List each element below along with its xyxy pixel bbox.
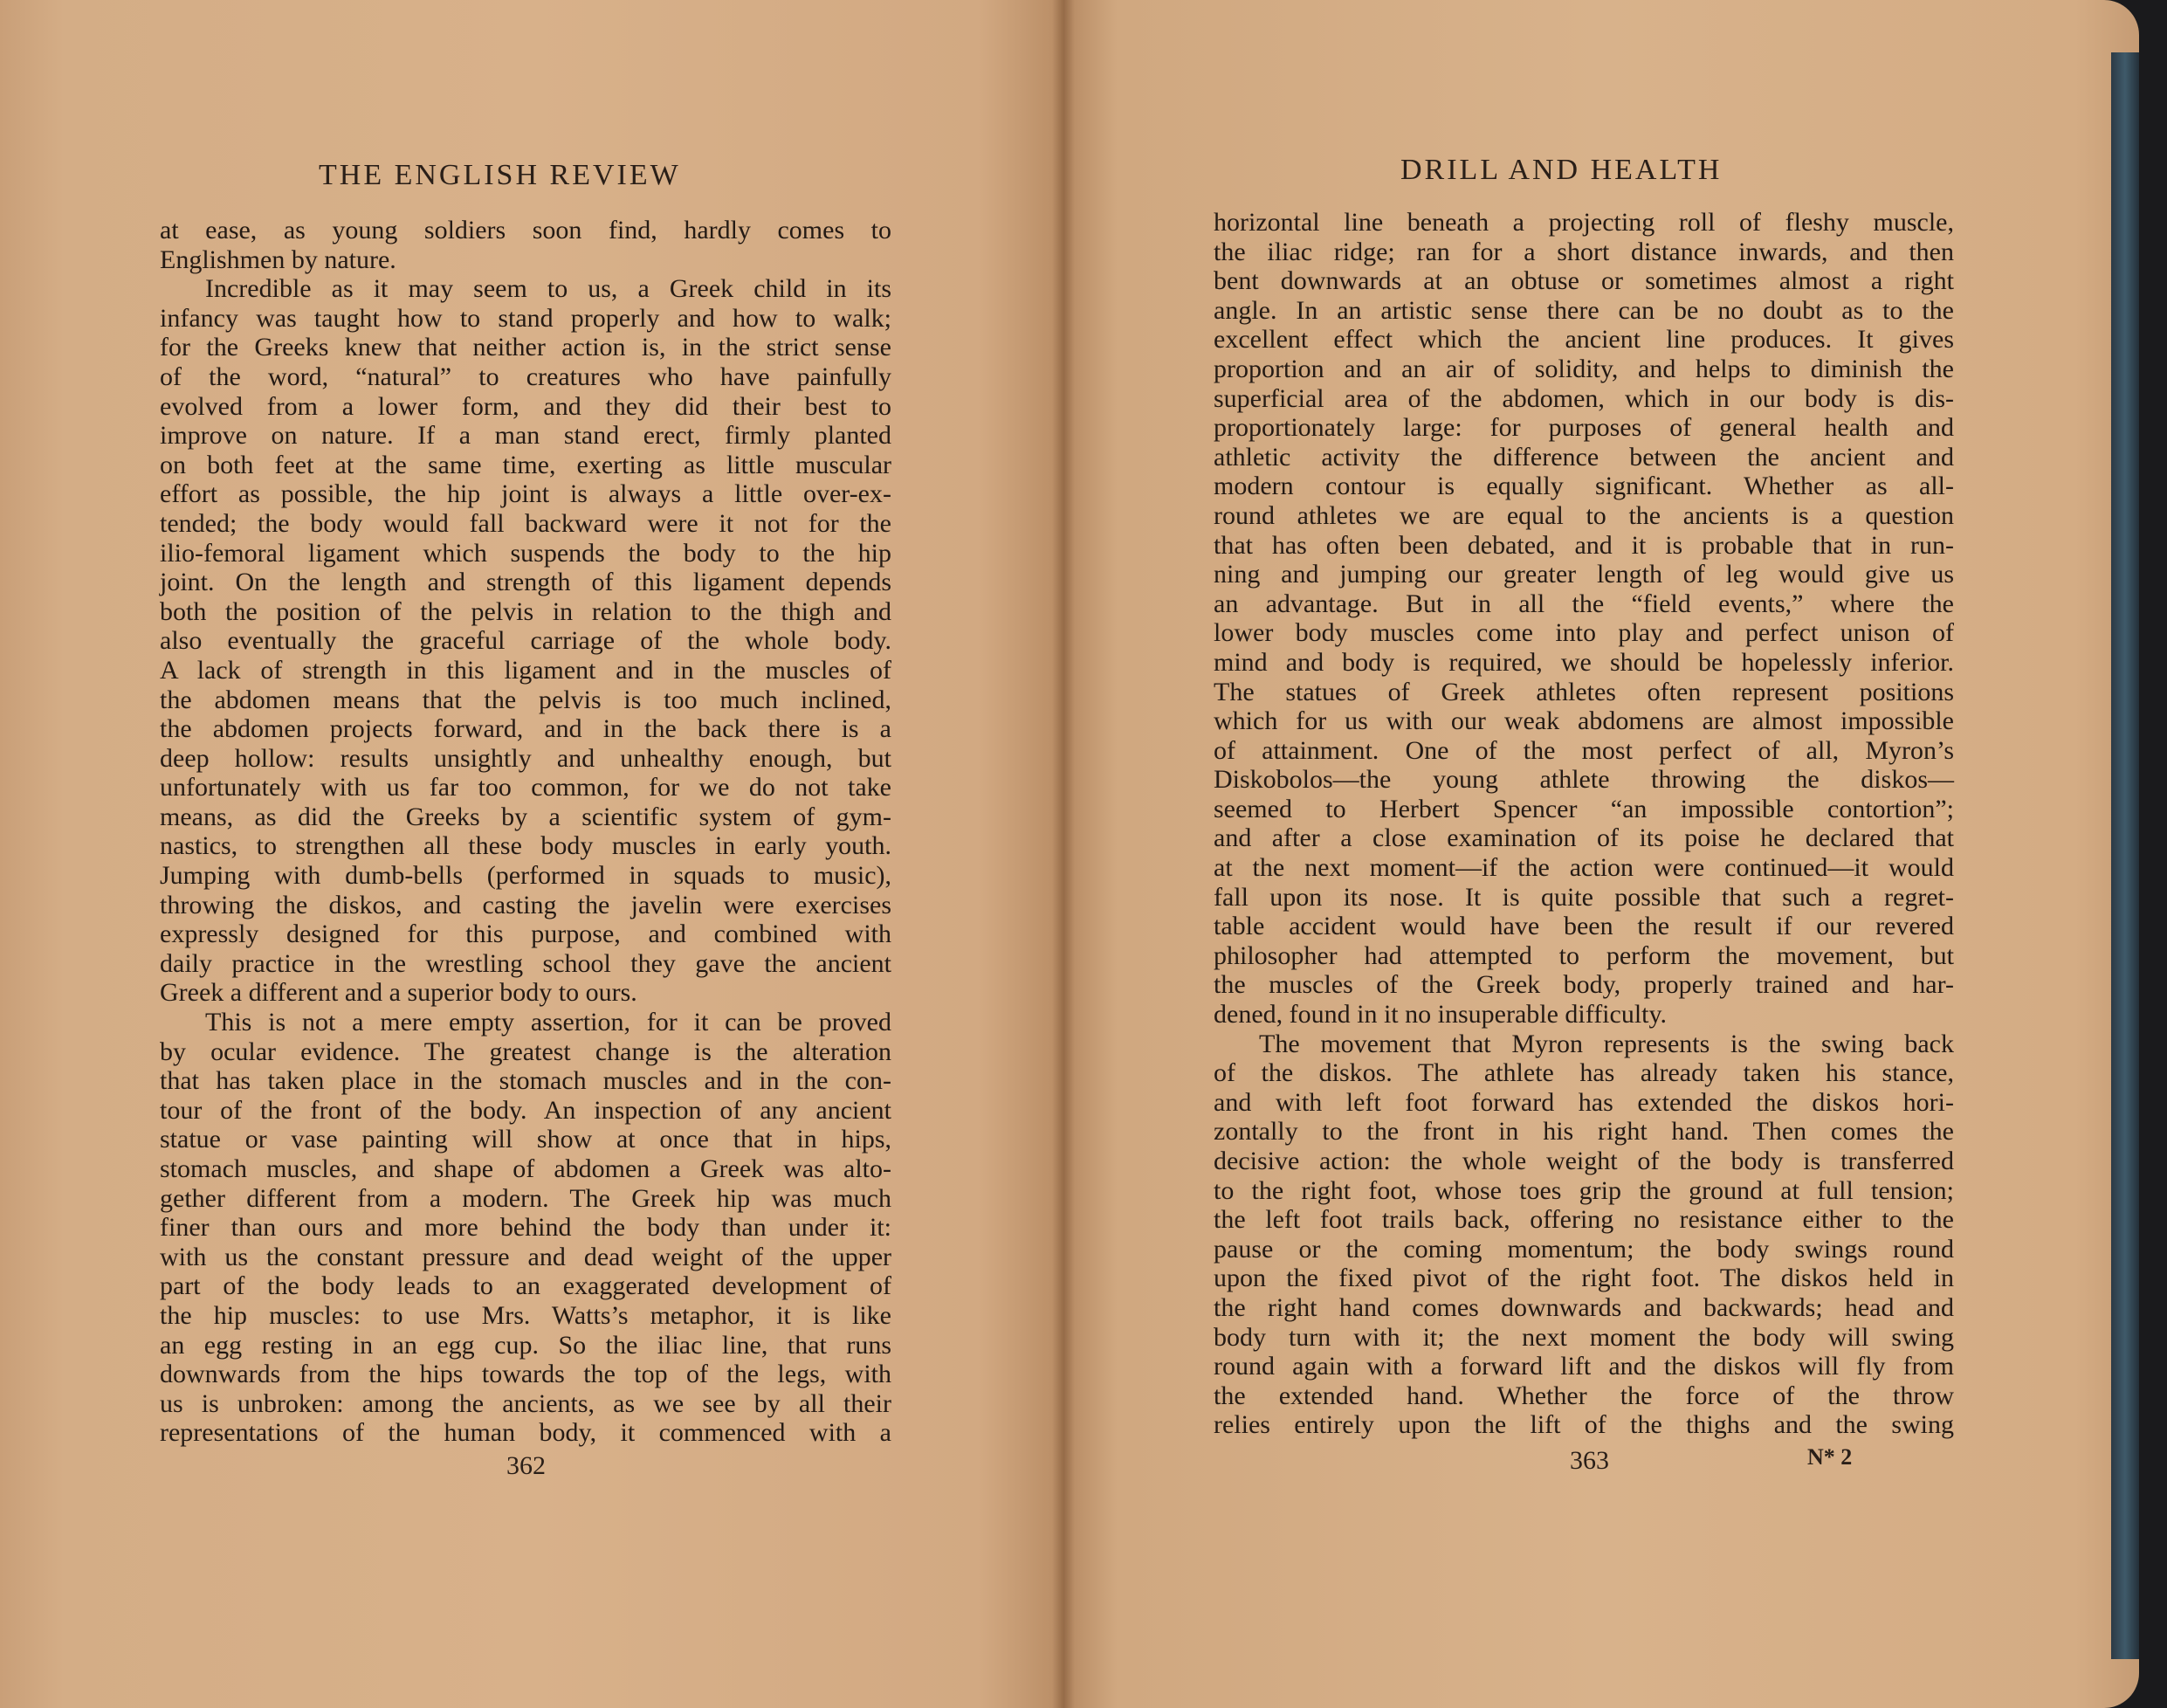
- text-line: proportion and an air of solidity, and helps to diminish the: [1214, 354, 1954, 383]
- text-line: table accident would have been the result if our revered: [1214, 912, 1954, 941]
- text-line: daily practice in the wrestling school they gave the ancient: [160, 948, 891, 978]
- book-gutter: [1052, 0, 1075, 1708]
- text-line: at ease, as young soldiers soon find, hardly comes to: [160, 216, 891, 244]
- text-line: decisive action: the whole weight of the body is transferred: [1214, 1147, 1954, 1175]
- signature-mark: N* 2: [1807, 1444, 1853, 1470]
- text-line: joint. On the length and strength of this ligament depends: [160, 568, 891, 597]
- text-line: effort as possible, the hip joint is always a little over-ex-: [160, 479, 891, 509]
- text-line: improve on nature. If a man stand erect, firmly planted: [160, 421, 891, 451]
- text-line: round athletes we are equal to the ancients is a question: [1214, 500, 1954, 530]
- text-line: modern contour is equally significant. Whether as all-: [1214, 472, 1954, 501]
- text-line: of the word, “natural” to creatures who have painfully: [160, 362, 891, 391]
- text-line: downwards from the hips towards the top of the legs, with: [160, 1360, 891, 1389]
- text-line: deep hollow: results unsightly and unhealthy enough, but: [160, 743, 891, 773]
- text-line: finer than ours and more behind the body than under it:: [160, 1213, 891, 1243]
- text-line: at the next moment—if the action were continued—it would: [1214, 853, 1954, 883]
- text-line: with us the constant pressure and dead weight of the upper: [160, 1242, 891, 1271]
- text-line: an advantage. But in all the “field events,” where the: [1214, 589, 1954, 618]
- text-line: fall upon its nose. It is quite possible that such a regret-: [1214, 882, 1954, 912]
- text-line: pause or the coming momentum; the body swings round: [1214, 1234, 1954, 1264]
- text-line: evolved from a lower form, and they did their best to: [160, 391, 891, 421]
- text-line: that has taken place in the stomach muscles and in the con-: [160, 1066, 891, 1096]
- text-line: Incredible as it may seem to us, a Greek child in its: [205, 274, 891, 304]
- text-line: round again with a forward lift and the diskos will fly from: [1214, 1352, 1954, 1381]
- text-line: philosopher had attempted to perform the movement, but: [1214, 940, 1954, 970]
- left-page: [0, 0, 1063, 1708]
- text-line: superficial area of the abdomen, which in our body is dis-: [1214, 383, 1954, 413]
- text-line: the muscles of the Greek body, properly trained and har-: [1214, 970, 1954, 1000]
- text-line: mind and body is required, we should be hopelessly inferior.: [1214, 647, 1954, 677]
- text-line: both the position of the pelvis in relation to the thigh and: [160, 596, 891, 626]
- text-line: A lack of strength in this ligament and in the muscles of: [160, 655, 891, 685]
- text-line: representations of the human body, it commenced with a: [160, 1418, 891, 1448]
- text-line: angle. In an artistic sense there can be no doubt as to the: [1214, 295, 1954, 325]
- text-line: relies entirely upon the lift of the thighs and the swing: [1214, 1410, 1954, 1440]
- text-line: Englishmen by nature.: [160, 244, 396, 274]
- text-line: infancy was taught how to stand properly and how to walk;: [160, 303, 891, 333]
- text-line: the iliac ridge; ran for a short distance inwards, and then: [1214, 237, 1954, 266]
- text-line: upon the fixed pivot of the right foot. The diskos held in: [1214, 1264, 1954, 1293]
- text-line: seemed to Herbert Spencer “an impossible contortion”;: [1214, 794, 1954, 823]
- text-line: of attainment. One of the most perfect of all, Myron’s: [1214, 735, 1954, 765]
- text-line: stomach muscles, and shape of abdomen a Greek was alto-: [160, 1154, 891, 1183]
- text-line: body turn with it; the next moment the body will swing: [1214, 1322, 1954, 1352]
- text-line: and with left foot forward has extended the diskos hori-: [1214, 1087, 1954, 1117]
- text-line: the abdomen means that the pelvis is too much inclined,: [160, 685, 891, 714]
- text-line: bent downwards at an obtuse or sometimes almost a right: [1214, 266, 1954, 296]
- text-line: The statues of Greek athletes often represent positions: [1214, 677, 1954, 706]
- text-line: the right hand comes downwards and backwards; head and: [1214, 1292, 1954, 1322]
- text-line: statue or vase painting will show at once that in hips,: [160, 1125, 891, 1154]
- text-line: excellent effect which the ancient line produces. It gives: [1214, 325, 1954, 355]
- text-line: by ocular evidence. The greatest change is the alteration: [160, 1037, 891, 1066]
- left-page-body: [160, 216, 891, 1448]
- text-line: an egg resting in an egg cup. So the iliac line, that runs: [160, 1330, 891, 1360]
- text-line: of the diskos. The athlete has already taken his stance,: [1214, 1058, 1954, 1088]
- text-line: the abdomen projects forward, and in the back there is a: [160, 714, 891, 744]
- text-line: Diskobolos—the young athlete throwing the diskos—: [1214, 765, 1954, 795]
- running-head-right: DRILL AND HEALTH: [1400, 154, 1723, 186]
- text-line: horizontal line beneath a projecting roll of fleshy muscle,: [1214, 208, 1954, 237]
- text-line: also eventually the graceful carriage of the whole body.: [160, 626, 891, 656]
- text-line: tour of the front of the body. An inspection of any ancient: [160, 1095, 891, 1125]
- text-line: the hip muscles: to use Mrs. Watts’s metaphor, it is like: [160, 1300, 891, 1330]
- text-line: This is not a mere empty assertion, for it can be proved: [205, 1008, 891, 1037]
- text-line: which for us with our weak abdomens are almost impossible: [1214, 706, 1954, 736]
- text-line: proportionately large: for purposes of general health and: [1214, 413, 1954, 443]
- page-number-right: 363: [1570, 1446, 1609, 1475]
- text-line: dened, found in it no insuperable difficulty.: [1214, 1000, 1668, 1030]
- text-line: ning and jumping our greater length of leg would give us: [1214, 560, 1954, 589]
- text-line: gether different from a modern. The Greek hip was much: [160, 1183, 891, 1213]
- right-page: [1063, 0, 2139, 1708]
- text-line: athletic activity the difference between the ancient and: [1214, 442, 1954, 472]
- text-line: tended; the body would fall backward were it not for the: [160, 508, 891, 538]
- text-line: ilio-femoral ligament which suspends the body to the hip: [160, 538, 891, 568]
- text-line: zontally to the front in his right hand. Then comes the: [1214, 1117, 1954, 1147]
- text-line: nastics, to strengthen all these body muscles in early youth.: [160, 831, 891, 861]
- text-line: the extended hand. Whether the force of the throw: [1214, 1381, 1954, 1410]
- text-line: part of the body leads to an exaggerated development of: [160, 1271, 891, 1301]
- text-line: unfortunately with us far too common, for we do not take: [160, 773, 891, 802]
- text-line: on both feet at the same time, exerting as little muscular: [160, 450, 891, 479]
- text-line: Jumping with dumb-bells (performed in squads to music),: [160, 861, 891, 891]
- cover-edge: [2111, 52, 2139, 1659]
- text-line: Greek a different and a superior body to ours.: [160, 978, 637, 1008]
- text-line: the left foot trails back, offering no resistance either to the: [1214, 1205, 1954, 1235]
- text-line: The movement that Myron represents is the swing back: [1259, 1029, 1954, 1058]
- text-line: for the Greeks knew that neither action is, in the strict sense: [160, 333, 891, 362]
- page-number-left: 362: [506, 1451, 546, 1480]
- text-line: that has often been debated, and it is probable that in run-: [1214, 530, 1954, 560]
- right-page-body: [1214, 208, 1954, 1440]
- running-head-left: THE ENGLISH REVIEW: [319, 159, 681, 191]
- text-line: throwing the diskos, and casting the javelin were exercises: [160, 890, 891, 919]
- text-line: and after a close examination of its poise he declared that: [1214, 823, 1954, 853]
- text-line: lower body muscles come into play and perfect unison of: [1214, 618, 1954, 648]
- text-line: expressly designed for this purpose, and combined with: [160, 919, 891, 949]
- text-line: means, as did the Greeks by a scientific system of gym-: [160, 802, 891, 831]
- text-line: to the right foot, whose toes grip the ground at full tension;: [1214, 1175, 1954, 1205]
- text-line: us is unbroken: among the ancients, as we see by all their: [160, 1388, 891, 1418]
